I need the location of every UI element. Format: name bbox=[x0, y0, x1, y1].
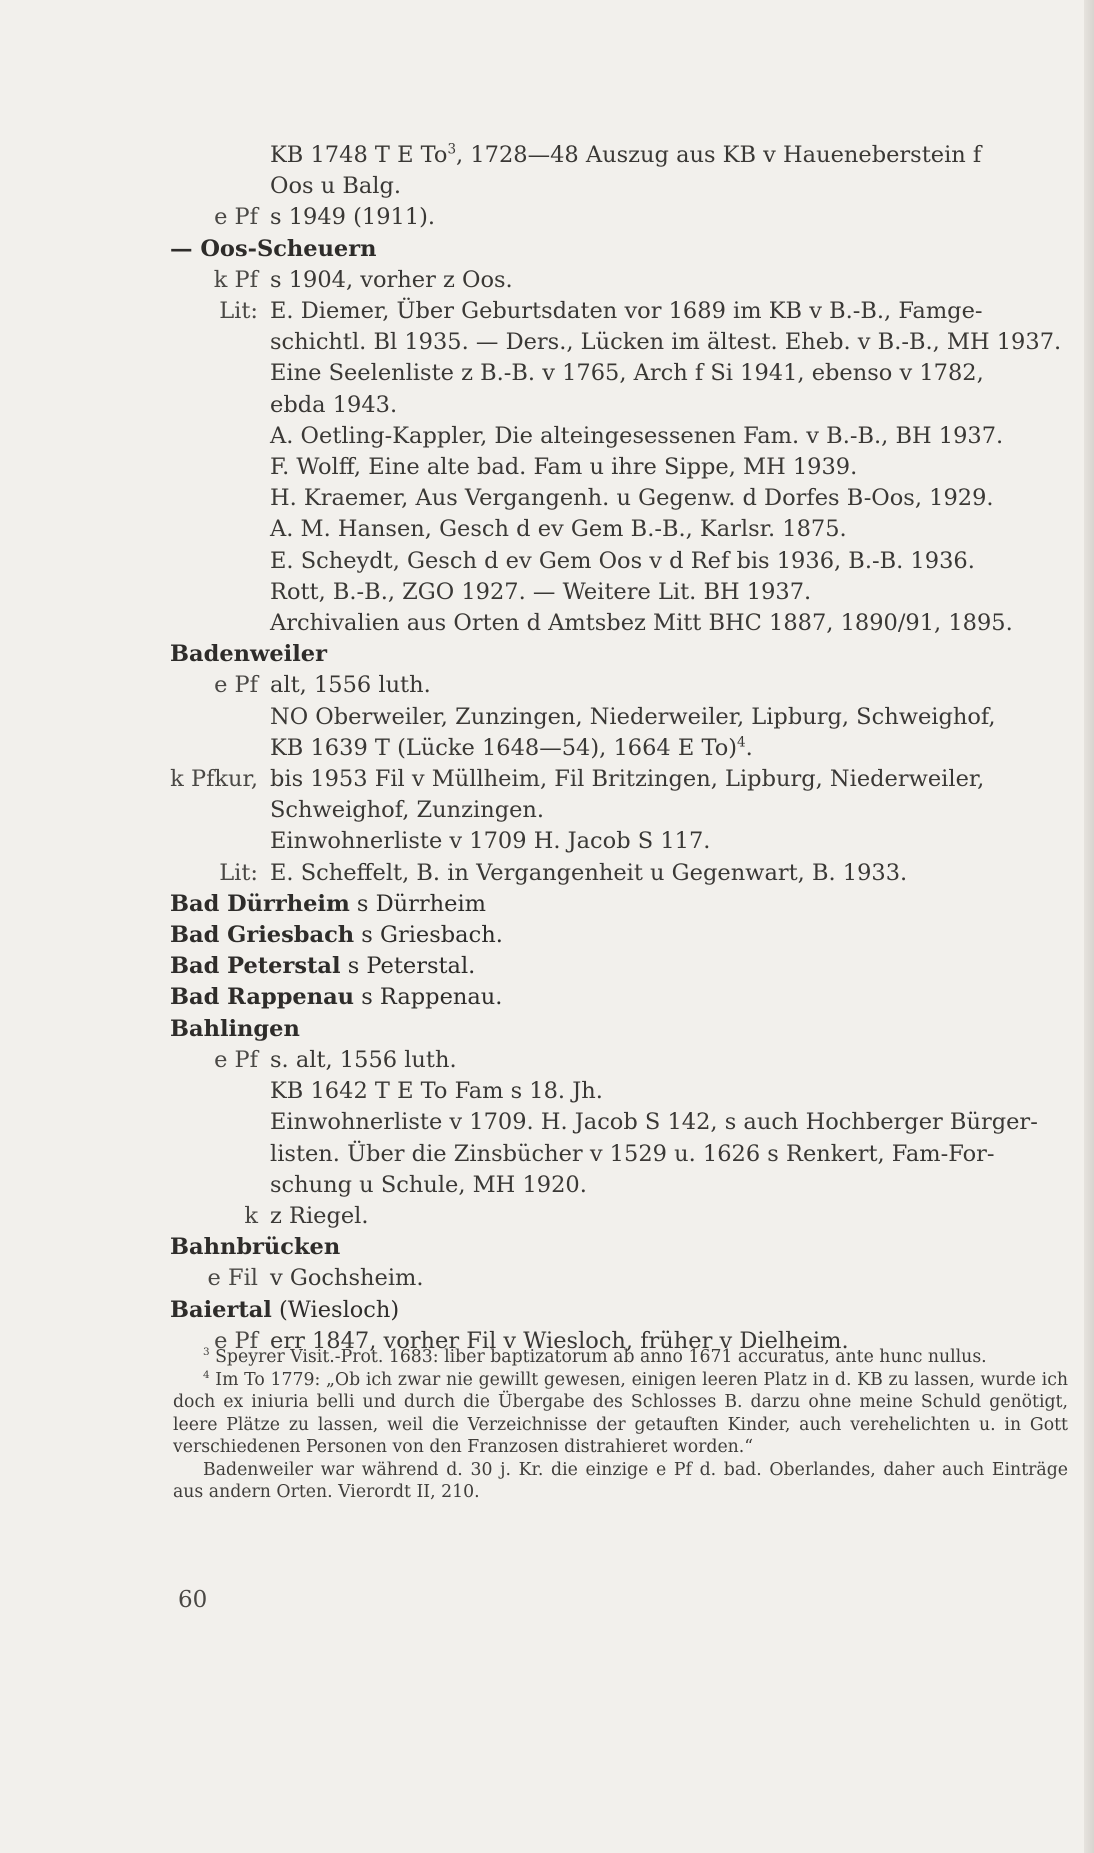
text-line: Einwohnerliste v 1709. H. Jacob S 142, s auch Hochberger Bürger- bbox=[270, 1109, 1038, 1136]
entry-row: Lit: E. Scheffelt, B. in Vergangenheit u Gegenwart, B. 1933. bbox=[170, 858, 1070, 889]
entry-row: e Pf alt, 1556 luth. bbox=[170, 670, 1070, 701]
text-line: F. Wolff, Eine alte bad. Fam u ihre Sippe, MH 1939. bbox=[270, 454, 858, 481]
entry-label: e Pf bbox=[214, 672, 258, 699]
text-line: KB 1642 T E To Fam s 18. Jh. bbox=[270, 1078, 603, 1105]
place-heading: Baiertal (Wiesloch) bbox=[170, 1296, 400, 1323]
text-line: H. Kraemer, Aus Vergangenh. u Gegenw. d Dorfes B-Oos, 1929. bbox=[270, 485, 994, 512]
text-line: Rott, B.-B., ZGO 1927. — Weitere Lit. BH 1937. bbox=[270, 578, 812, 605]
text-line: ebda 1943. bbox=[270, 391, 398, 418]
footnotes bbox=[173, 1346, 1068, 1504]
place-heading: Bad Griesbach s Griesbach. bbox=[170, 922, 503, 949]
place-heading: Bad Dürrheim s Dürrheim bbox=[170, 890, 487, 917]
text-line: listen. Über die Zinsbücher v 1529 u. 1626 s Renkert, Fam-For- bbox=[270, 1140, 995, 1167]
footnote: $^4$ Im To 1779: „Ob ich zwar nie gewillt gewesen, einigen leeren Platz in d. KB zu lassen, wurde ich doch ex iniuria belli und durch die Übergabe des Schlosses B. darzu ohne meine Schuld genötigt, leere Plätze zu lassen, weil die Verzeichnisse der getauften Kinder, auch verehelichten u. in Gott verschiedenen Personen von den Franzosen distrahieret worden.“ bbox=[173, 1368, 1068, 1457]
text-line: Schweighof, Zunzingen. bbox=[270, 797, 545, 824]
text-line: E. Scheydt, Gesch d ev Gem Oos v d Ref bis 1936, B.-B. 1936. bbox=[270, 547, 975, 574]
text-line: Einwohnerliste v 1709 H. Jacob S 117. bbox=[270, 828, 711, 855]
entry-label: e Pf bbox=[214, 1046, 258, 1073]
entry-row: k Pfkur, bis 1953 Fil v Müllheim, Fil Britzingen, Lipburg, Niederweiler, bbox=[170, 764, 1070, 795]
entry-label: k Pfkur, bbox=[170, 766, 258, 793]
entry-row: e Pf s 1949 (1911). bbox=[170, 202, 1070, 233]
text-line: A. M. Hansen, Gesch d ev Gem B.-B., Karlsr. 1875. bbox=[270, 516, 847, 543]
place-heading: — Oos-Scheuern bbox=[170, 235, 377, 262]
entry-label: k Pf bbox=[213, 266, 258, 293]
place-heading: Bahnbrücken bbox=[170, 1234, 341, 1261]
text-line: Eine Seelenliste z B.-B. v 1765, Arch f Si 1941, ebenso v 1782, bbox=[270, 360, 984, 387]
place-heading: Badenweiler bbox=[170, 641, 327, 668]
entry-label: Lit: bbox=[219, 859, 258, 886]
text-line: schichtl. Bl 1935. — Ders., Lücken im ältest. Eheb. v B.-B., MH 1937. bbox=[270, 329, 1062, 356]
main-text bbox=[170, 140, 1070, 1357]
text-line: Archivalien aus Orten d Amtsbez Mitt BHC 1887, 1890/91, 1895. bbox=[270, 610, 1013, 637]
entry-row: k z Riegel. bbox=[170, 1201, 1070, 1232]
entry-row: e Pf err 1847, vorher Fil v Wiesloch, früher v Dielheim. bbox=[170, 1326, 1070, 1357]
footnote: $^3$ Speyrer Visit.-Prot. 1683: liber baptizatorum ab anno 1671 accuratus, ante hunc nullus. bbox=[203, 1346, 987, 1367]
text-line: NO Oberweiler, Zunzingen, Niederweiler, Lipburg, Schweighof, bbox=[270, 703, 996, 730]
entry-row: e Pf s. alt, 1556 luth. bbox=[170, 1045, 1070, 1076]
entry-label: Lit: bbox=[219, 298, 258, 325]
place-heading: Bad Peterstal s Peterstal. bbox=[170, 953, 476, 980]
entry-label: k bbox=[244, 1202, 258, 1229]
page-number: 60 bbox=[178, 1587, 208, 1613]
entry-label: e Pf bbox=[214, 1327, 258, 1354]
page-edge bbox=[1084, 0, 1094, 1853]
place-heading: Bad Rappenau s Rappenau. bbox=[170, 984, 503, 1011]
text-line: schung u Schule, MH 1920. bbox=[270, 1171, 587, 1198]
footnote-note: Badenweiler war während d. 30 j. Kr. die einzige e Pf d. bad. Oberlandes, daher auch Einträge aus andern Orten. Vierordt II, 210. bbox=[173, 1459, 1068, 1502]
text-line: KB 1639 T (Lücke 1648—54), 1664 E To)$^4$. bbox=[270, 734, 753, 761]
text-line: A. Oetling-Kappler, Die alteingesessenen Fam. v B.-B., BH 1937. bbox=[270, 422, 1004, 449]
entry-row: e Fil v Gochsheim. bbox=[170, 1263, 1070, 1294]
text-line: KB 1748 T E To$^3$, 1728—48 Auszug aus KB v Haueneberstein f bbox=[270, 141, 982, 168]
entry-row: Lit: E. Diemer, Über Geburtsdaten vor 1689 im KB v B.-B., Famge- bbox=[170, 296, 1070, 327]
place-heading: Bahlingen bbox=[170, 1015, 300, 1042]
entry-label: e Fil bbox=[207, 1265, 258, 1292]
text-line: Oos u Balg. bbox=[270, 173, 402, 200]
entry-row: k Pf s 1904, vorher z Oos. bbox=[170, 265, 1070, 296]
entry-label: e Pf bbox=[214, 204, 258, 231]
